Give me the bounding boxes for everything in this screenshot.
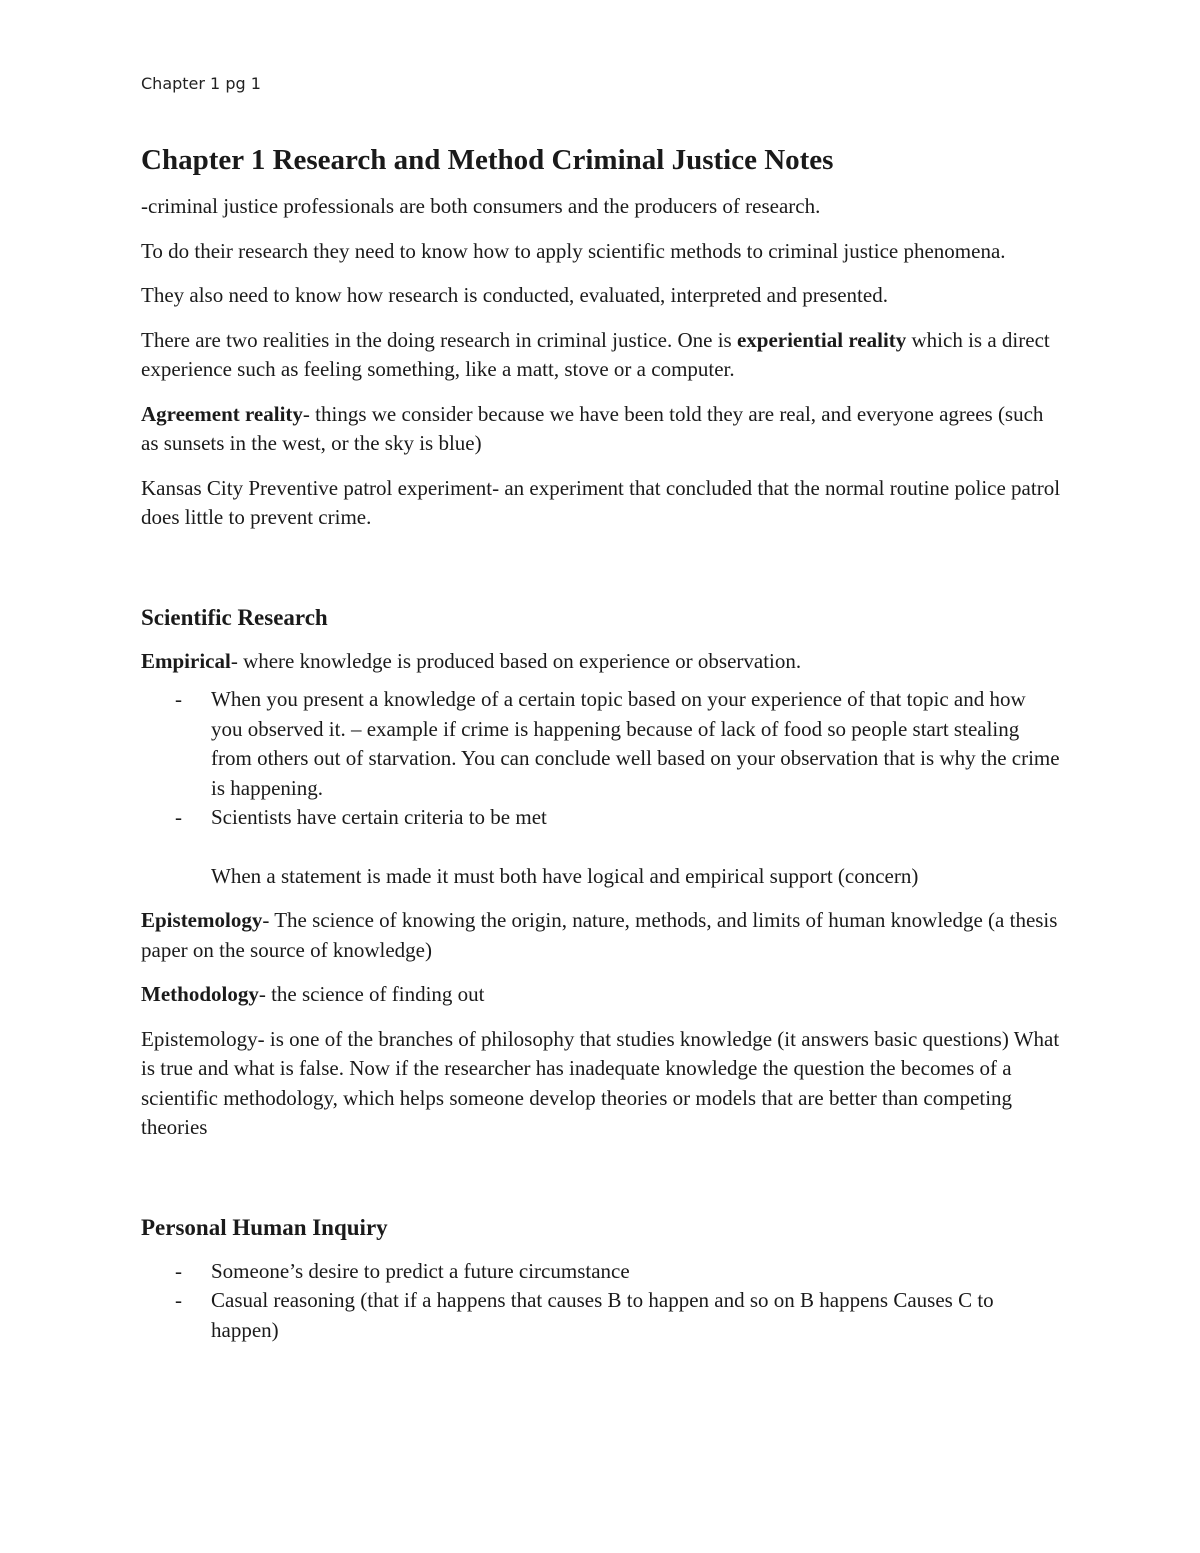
paragraph-text: - things we consider because we have been told they are real, and everyone agrees (such as sunsets in the west, or the sky is blue): [141, 401, 1044, 455]
paragraph: -criminal justice professionals are both consumers and the producers of research.: [141, 194, 821, 218]
dash-bullet: -: [175, 1258, 182, 1283]
paragraph: To do their research they need to know how to apply scientific methods to criminal justice phenomena.: [141, 238, 1006, 263]
paragraph-text: - where knowledge is produced based on experience or observation.: [230, 648, 802, 673]
paragraph: [141, 647, 1061, 677]
dash-bullet: -: [175, 1288, 182, 1312]
list-item: [141, 1257, 1061, 1287]
term-experiential-reality: experiential reality: [736, 327, 907, 352]
paragraph: [141, 980, 1061, 1010]
dash-bullet: -: [175, 687, 182, 711]
section-heading-personal-human-inquiry: Personal Human Inquiry: [141, 1214, 388, 1240]
bullet-list: [141, 1257, 1061, 1346]
section-heading-scientific-research: Scientific Research: [141, 604, 328, 630]
document-body: [141, 140, 1061, 1345]
paragraph-text: which is a direct experience such as feeling something, like a matt, stove or a computer.: [141, 327, 1050, 381]
paragraph: [141, 326, 1061, 385]
dash-bullet: -: [175, 805, 182, 829]
list-item: [141, 1286, 1061, 1345]
term-agreement-reality: Agreement reality: [141, 401, 303, 426]
paragraph: Kansas City Preventive patrol experiment- an experiment that concluded that the normal routine police patrol does little to prevent crime.: [141, 475, 1061, 529]
list-item-text: When you present a knowledge of a certain topic based on your experience of that topic and how you observed it. – example if crime is happening because of lack of food so people start stealing from others out of starvation. You can conclude well based on your observation that is why the crime is happening.: [211, 687, 1060, 800]
paragraph: When a statement is made it must both have logical and empirical support (concern): [211, 863, 919, 888]
paragraph-text: There are two realities in the doing research in criminal justice. One is: [141, 327, 737, 352]
term-methodology: Methodology: [141, 982, 259, 1006]
paragraph: They also need to know how research is conducted, evaluated, interpreted and presented.: [141, 283, 888, 307]
spacer: [141, 548, 1061, 602]
paragraph: [141, 906, 1061, 965]
term-empirical: Empirical: [141, 648, 231, 673]
term-epistemology: Epistemology: [141, 908, 263, 932]
paragraph: [141, 400, 1061, 459]
page-title: Chapter 1 Research and Method Criminal Justice Notes: [141, 144, 834, 176]
list-item-text: Scientists have certain criteria to be met: [211, 805, 547, 829]
paragraph-text: - the science of finding out: [258, 982, 485, 1006]
spacer: [141, 1158, 1061, 1212]
list-item-text: Someone’s desire to predict a future circumstance: [211, 1258, 630, 1283]
paragraph-text: - The science of knowing the origin, nature, methods, and limits of human knowledge (a thesis paper on the source of knowledge): [141, 908, 1058, 962]
list-item: [141, 803, 1061, 833]
paragraph: Epistemology- is one of the branches of philosophy that studies knowledge (it answers basic questions) What is true and what is false. Now if the researcher has inadequate knowledge the question the becomes of a scientific methodology, which helps someone develop theories or models that are better than competing theories: [141, 1026, 1060, 1139]
bullet-list: [141, 685, 1061, 833]
running-header: Chapter 1 pg 1: [141, 74, 261, 93]
list-item-text: Casual reasoning (that if a happens that causes B to happen and so on B happens Causes C to happen): [211, 1288, 994, 1342]
list-item: [141, 685, 1061, 803]
